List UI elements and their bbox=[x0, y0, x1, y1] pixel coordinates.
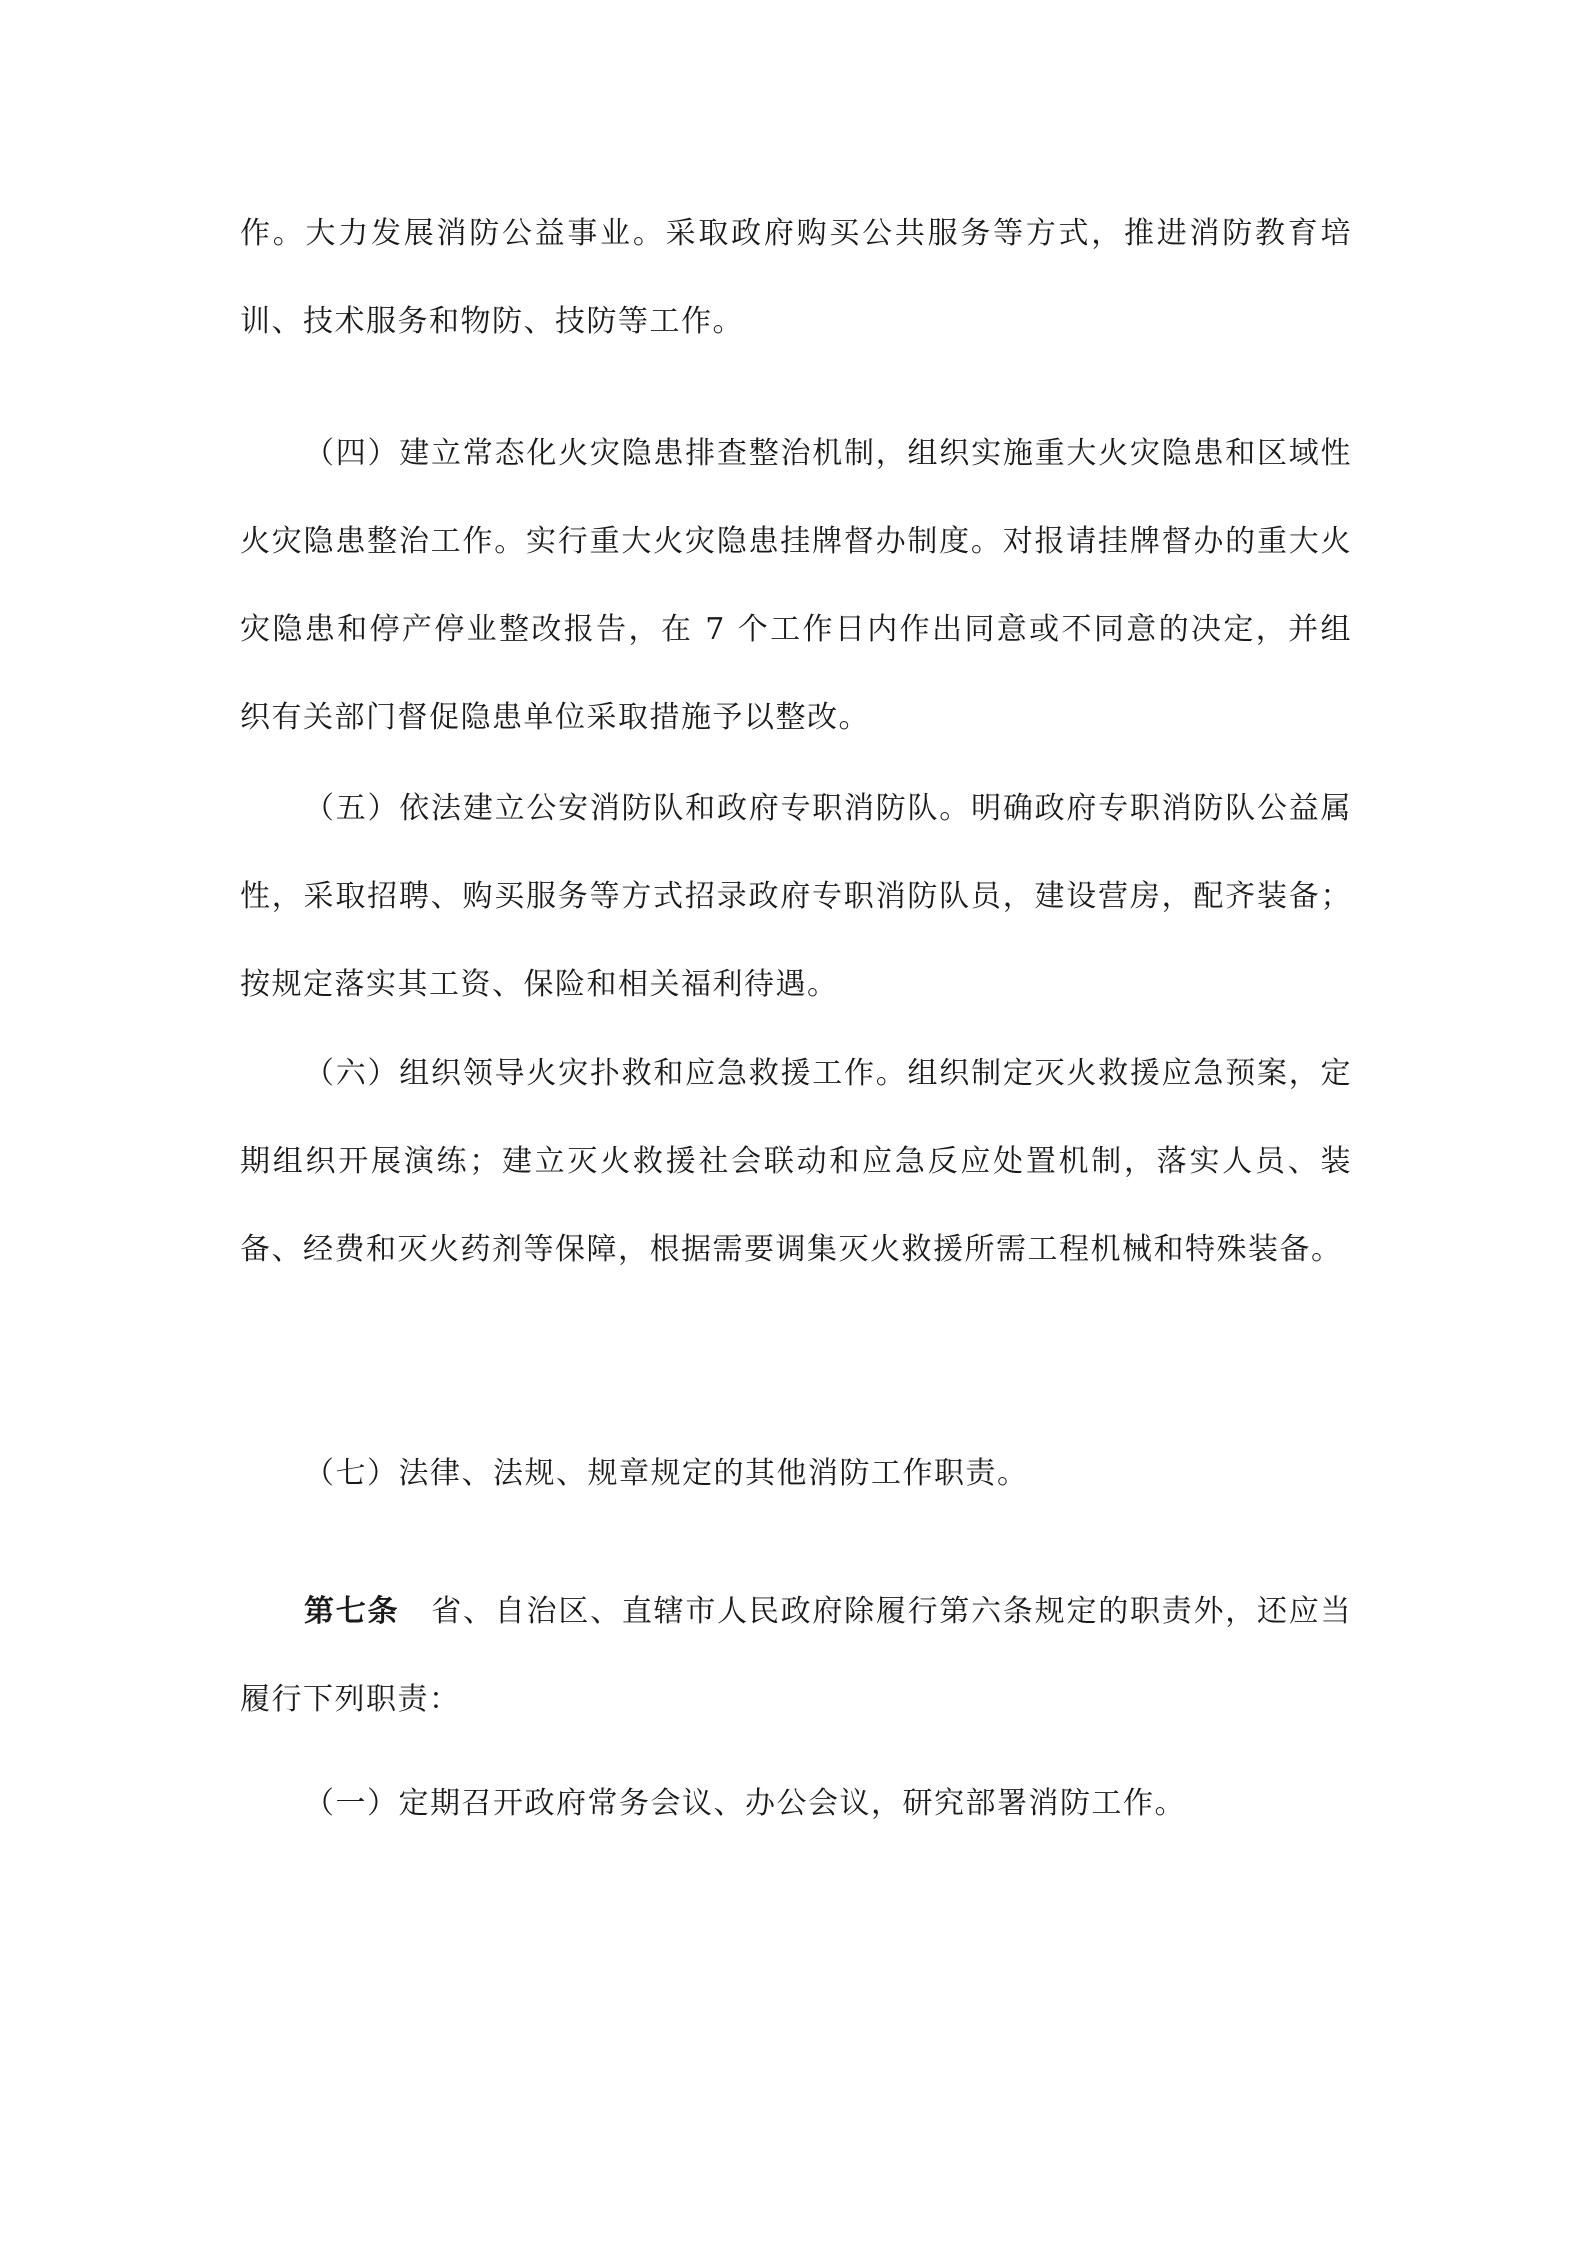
paragraph-item-5: （五）依法建立公安消防队和政府专职消防队。明确政府专职消防队公益属性，采取招聘、购买服务等方式招录政府专职消防队员，建设营房，配齐装备；按规定落实其工资、保险和相关福利待遇。 bbox=[240, 791, 1352, 1002]
article-number: 第七条 bbox=[304, 1594, 400, 1629]
paragraph-item-4: （四）建立常态化火灾隐患排查整治机制，组织实施重大火灾隐患和区域性火灾隐患整治工作。实行重大火灾隐患挂牌督办制度。对报请挂牌督办的重大火灾隐患和停产停业整改报告，在 7 个工作日内作出同意或不同意的决定，并组织有关部门督促隐患单位采取措施予以整改。 bbox=[240, 436, 1352, 735]
paragraph-item-6: （六）组织领导火灾扑救和应急救援工作。组织制定灭火救援应急预案，定期组织开展演练；建立灭火救援社会联动和应急反应处置机制，落实人员、装备、经费和灭火药剂等保障，根据需要调集灭火救援所需工程机械和特殊装备。 bbox=[240, 1056, 1352, 1267]
paragraph-item-1: （一）定期召开政府常务会议、办公会议，研究部署消防工作。 bbox=[304, 1786, 1186, 1821]
article-7-paragraph bbox=[240, 1568, 1352, 1744]
paragraph-continuation: 作。大力发展消防公益事业。采取政府购买公共服务等方式，推进消防教育培训、技术服务和物防、技防等工作。 bbox=[240, 216, 1352, 339]
paragraph-item-7: （七）法律、法规、规章规定的其他消防工作职责。 bbox=[304, 1456, 1029, 1491]
article-text: 省、自治区、直辖市人民政府除履行第六条规定的职责外，还应当履行下列职责： bbox=[240, 1594, 1353, 1717]
